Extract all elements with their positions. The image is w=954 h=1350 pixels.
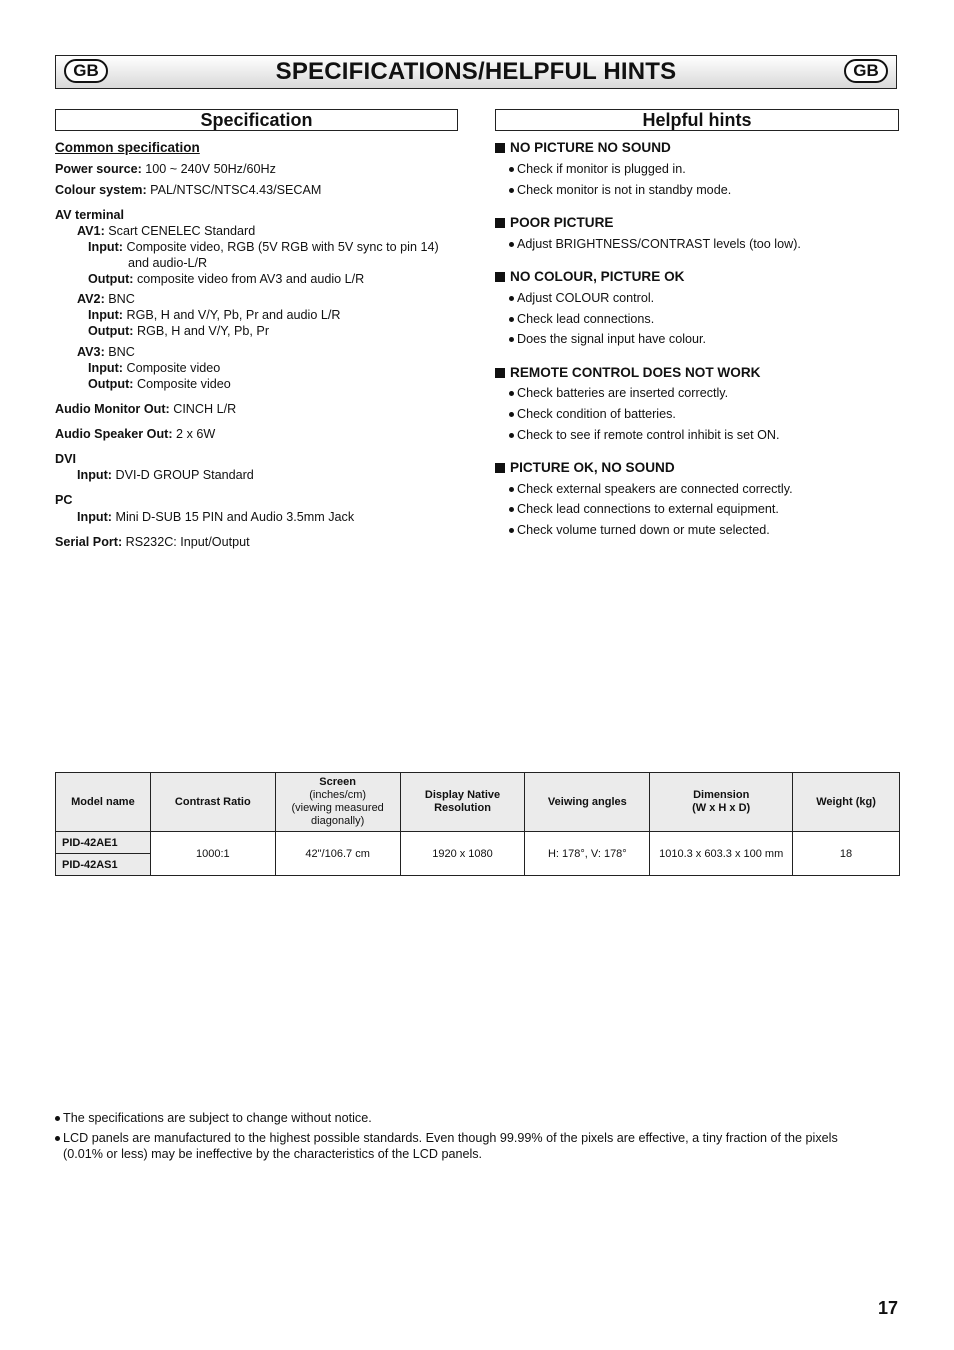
hint-heading: REMOTE CONTROL DOES NOT WORK (495, 365, 760, 380)
square-bullet-icon (495, 368, 505, 378)
hint-item: Check volume turned down or mute selected. (509, 523, 770, 537)
bullet-icon (509, 296, 514, 301)
hint-heading: PICTURE OK, NO SOUND (495, 460, 675, 475)
note-item: LCD panels are manufactured to the highest possible standards. Even though 99.99% of the pixels are effective, a tiny fraction of the pixels (55, 1130, 838, 1146)
square-bullet-icon (495, 218, 505, 228)
av1-row: AV1: Scart CENELEC Standard (77, 224, 256, 238)
angles-cell: H: 178°, V: 178° (525, 832, 650, 876)
hint-item: Check lead connections to external equipment. (509, 502, 779, 516)
hint-item: Adjust BRIGHTNESS/CONTRAST levels (too low). (509, 237, 801, 251)
audio-speaker-out: Audio Speaker Out: 2 x 6W (55, 427, 216, 441)
bullet-icon (509, 487, 514, 492)
note-item: The specifications are subject to change without notice. (55, 1110, 372, 1126)
weight-cell: 18 (793, 832, 900, 876)
bullet-icon (509, 391, 514, 396)
contrast-cell: 1000:1 (150, 832, 275, 876)
table-row (56, 832, 900, 854)
header-weight: Weight (kg) (793, 773, 900, 832)
header-resolution: Display Native Resolution (400, 773, 525, 832)
hint-heading: POOR PICTURE (495, 215, 613, 230)
common-spec-label: Common specification (55, 140, 200, 155)
bullet-icon (509, 507, 514, 512)
hint-item: Adjust COLOUR control. (509, 291, 654, 305)
square-bullet-icon (495, 463, 505, 473)
hint-item: Check condition of batteries. (509, 407, 676, 421)
bullet-icon (509, 188, 514, 193)
power-source: Power source: 100 ~ 240V 50Hz/60Hz (55, 162, 276, 176)
note-item-continued: (0.01% or less) may be ineffective by the characteristics of the LCD panels. (63, 1147, 483, 1161)
bullet-icon (509, 528, 514, 533)
hint-item: Check batteries are inserted correctly. (509, 386, 728, 400)
page-header (55, 55, 897, 89)
av1-output: Output: composite video from AV3 and audio L/R (88, 272, 365, 286)
spec-table (55, 772, 900, 876)
dvi-input: Input: DVI-D GROUP Standard (77, 468, 254, 482)
hint-item: Check lead connections. (509, 312, 654, 326)
hint-item: Check if monitor is plugged in. (509, 162, 686, 176)
helpful-hints-heading: Helpful hints (495, 109, 899, 131)
av3-row: AV3: BNC (77, 345, 135, 359)
square-bullet-icon (495, 143, 505, 153)
pc-label: PC (55, 493, 73, 507)
bullet-icon (509, 317, 514, 322)
av2-input: Input: RGB, H and V/Y, Pb, Pr and audio L/R (88, 308, 341, 322)
colour-system: Colour system: PAL/NTSC/NTSC4.43/SECAM (55, 183, 322, 197)
av3-input: Input: Composite video (88, 361, 221, 375)
header-angles: Veiwing angles (525, 773, 650, 832)
table-header-row (56, 773, 900, 832)
header-dimension: Dimension (W x H x D) (650, 773, 793, 832)
av-terminal-label: AV terminal (55, 208, 125, 222)
av1-input: Input: Composite video, RGB (5V RGB with 5V sync to pin 14) (88, 240, 439, 254)
resolution-cell: 1920 x 1080 (400, 832, 525, 876)
dimension-cell: 1010.3 x 603.3 x 100 mm (650, 832, 793, 876)
page-title: SPECIFICATIONS/HELPFUL HINTS (275, 58, 677, 85)
hint-heading: NO PICTURE NO SOUND (495, 140, 671, 155)
hint-item: Check to see if remote control inhibit is set ON. (509, 428, 779, 442)
serial-port: Serial Port: RS232C: Input/Output (55, 535, 250, 549)
bullet-icon (509, 167, 514, 172)
model-cell: PID-42AS1 (56, 854, 151, 876)
language-badge-right: GB (844, 59, 888, 83)
header-model: Model name (56, 773, 151, 832)
language-badge-left: GB (64, 59, 108, 83)
bullet-icon (509, 337, 514, 342)
model-cell: PID-42AE1 (56, 832, 151, 854)
bullet-icon (509, 433, 514, 438)
hint-item: Check monitor is not in standby mode. (509, 183, 731, 197)
av3-output: Output: Composite video (88, 377, 231, 391)
specification-heading: Specification (55, 109, 458, 131)
bullet-icon (55, 1136, 60, 1141)
screen-cell: 42"/106.7 cm (275, 832, 400, 876)
bullet-icon (55, 1116, 60, 1121)
bullet-icon (509, 242, 514, 247)
pc-input: Input: Mini D-SUB 15 PIN and Audio 3.5mm Jack (77, 510, 355, 524)
hint-item: Does the signal input have colour. (509, 332, 706, 346)
av2-output: Output: RGB, H and V/Y, Pb, Pr (88, 324, 270, 338)
square-bullet-icon (495, 272, 505, 282)
av1-input-continued: and audio-L/R (128, 256, 208, 270)
audio-monitor-out: Audio Monitor Out: CINCH L/R (55, 402, 237, 416)
page-number: 17 (878, 1298, 899, 1318)
header-screen: Screen (inches/cm) (viewing measured diagonally) (275, 773, 400, 832)
header-contrast: Contrast Ratio (150, 773, 275, 832)
dvi-label: DVI (55, 452, 76, 466)
hint-heading: NO COLOUR, PICTURE OK (495, 269, 684, 284)
bullet-icon (509, 412, 514, 417)
hint-item: Check external speakers are connected correctly. (509, 482, 793, 496)
av2-row: AV2: BNC (77, 292, 135, 306)
